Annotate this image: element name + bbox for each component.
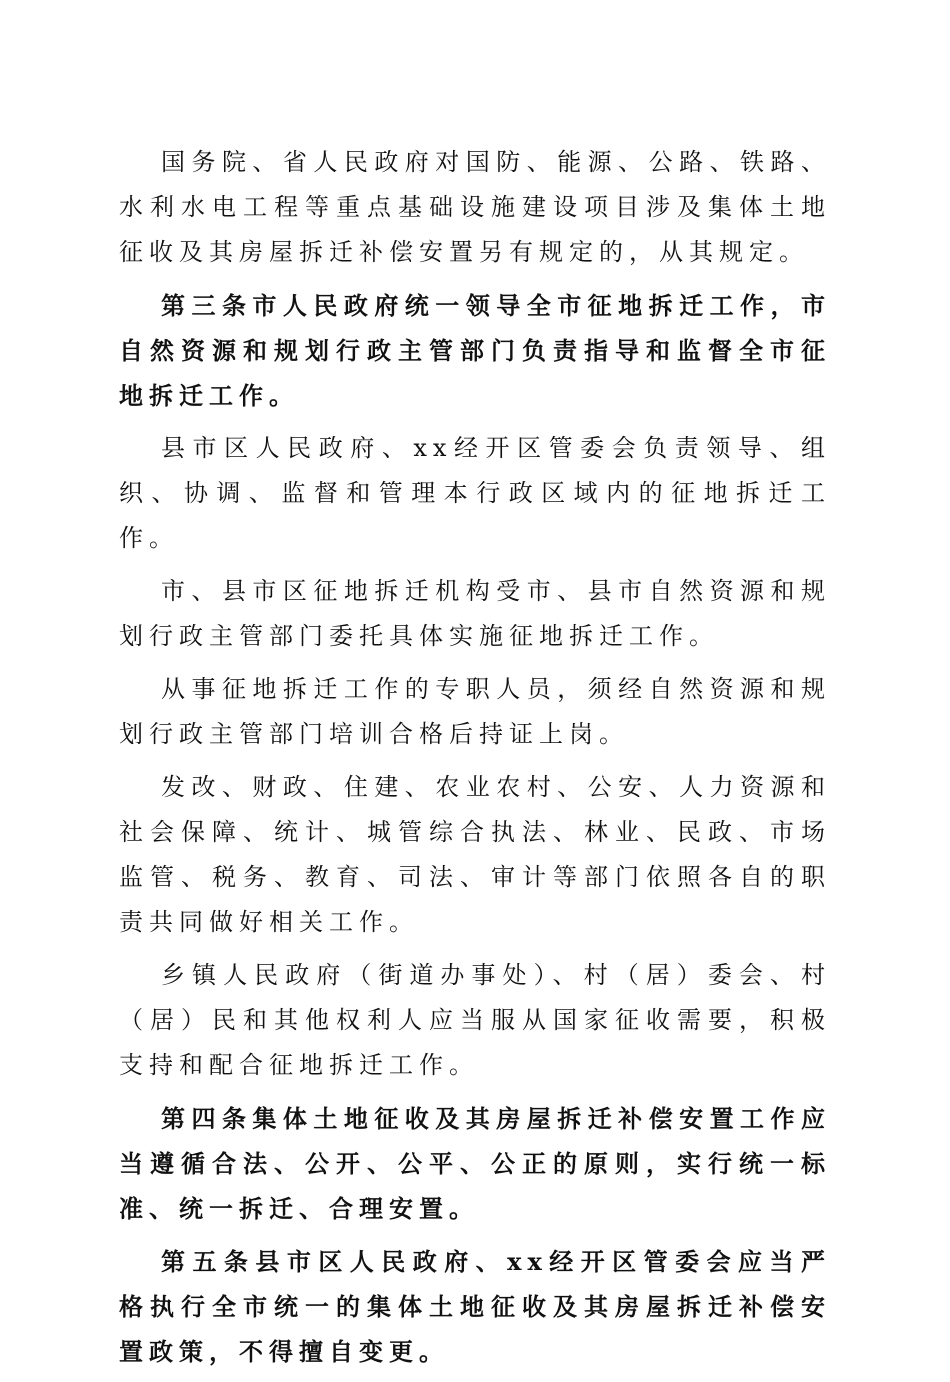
paragraph-township-cooperation: 乡镇人民政府（街道办事处）、村（居）委会、村（居）民和其他权利人应当服从国家征收需要，积极支持和配合征地拆迁工作。: [119, 961, 831, 1079]
paragraph-projects-exception: 国务院、省人民政府对国防、能源、公路、铁路、水利水电工程等重点基础设施建设项目涉及集体土地征收及其房屋拆迁补偿安置另有规定的，从其规定。: [119, 148, 831, 266]
paragraph-staff-certification: 从事征地拆迁工作的专职人员，须经自然资源和规划行政主管部门培训合格后持证上岗。: [119, 675, 831, 748]
document-body: [119, 140, 831, 1382]
paragraph-departments: 发改、财政、住建、农业农村、公安、人力资源和社会保障、统计、城管综合执法、林业、民政、市场监管、税务、教育、司法、审计等部门依照各自的职责共同做好相关工作。: [119, 773, 831, 936]
paragraph-article-3: 第三条市人民政府统一领导全市征地拆迁工作，市自然资源和规划行政主管部门负责指导和监督全市征地拆迁工作。: [119, 291, 831, 410]
paragraph-county-government: 县市区人民政府、xx经开区管委会负责领导、组织、协调、监督和管理本行政区域内的征地拆迁工作。: [119, 434, 831, 552]
paragraph-demolition-agency: 市、县市区征地拆迁机构受市、县市自然资源和规划行政主管部门委托具体实施征地拆迁工作。: [119, 577, 831, 650]
paragraph-article-4: 第四条集体土地征收及其房屋拆迁补偿安置工作应当遵循合法、公开、公平、公正的原则，实行统一标准、统一拆迁、合理安置。: [119, 1104, 831, 1223]
paragraph-article-5: 第五条县市区人民政府、xx经开区管委会应当严格执行全市统一的集体土地征收及其房屋拆迁补偿安置政策，不得擅自变更。: [119, 1247, 831, 1366]
